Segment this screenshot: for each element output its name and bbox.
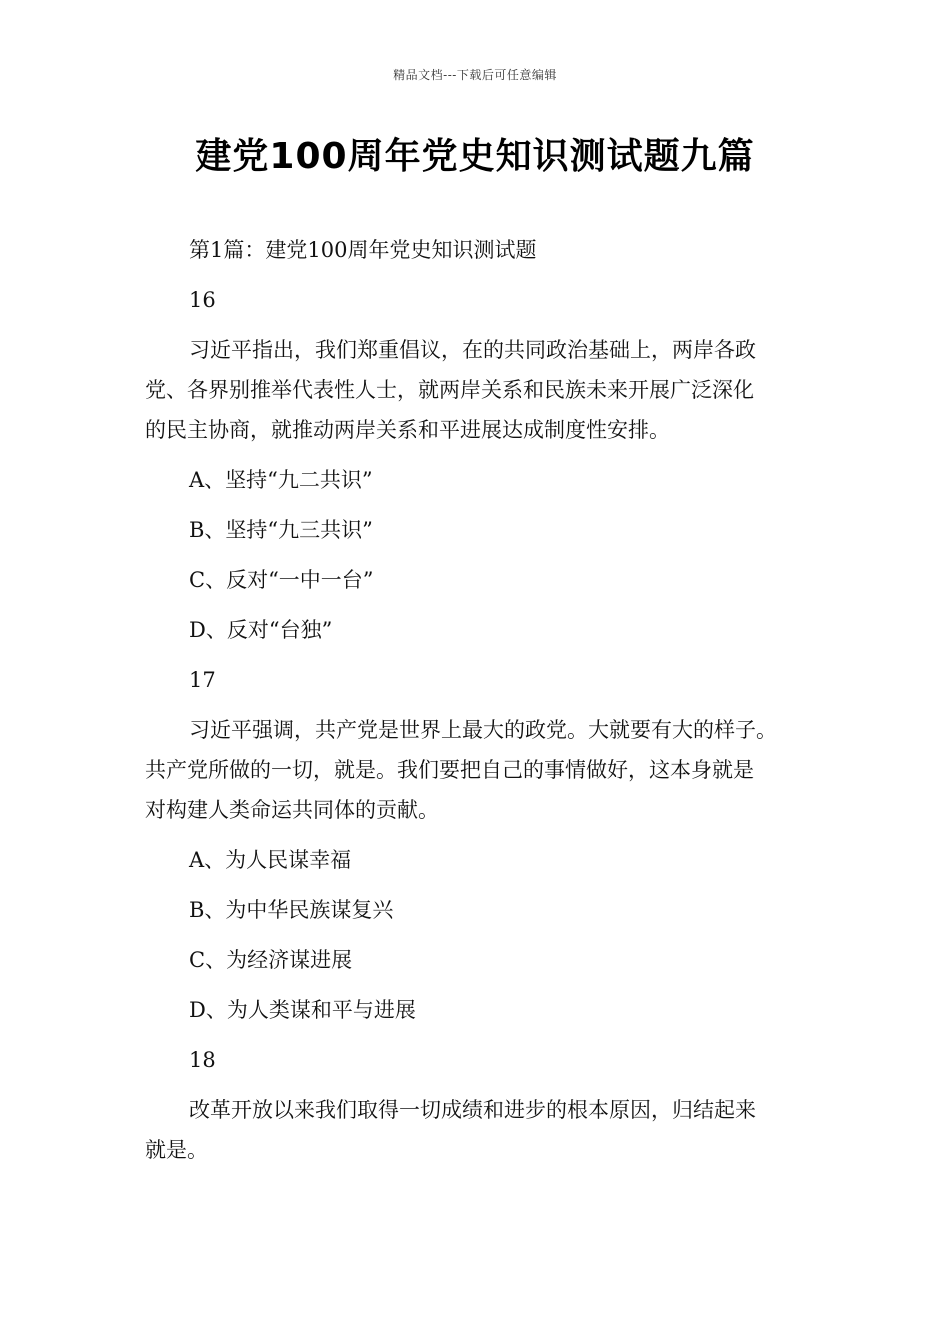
- answer-option: C、为经济谋进展: [189, 948, 353, 972]
- question-stem-line: 的民主协商，就推动两岸关系和平进展达成制度性安排。: [145, 418, 670, 442]
- answer-option: D、为人类谋和平与进展: [189, 998, 416, 1022]
- question-stem-line: 就是。: [145, 1138, 208, 1162]
- question-stem-line: 党、各界别推举代表性人士，就两岸关系和民族未来开展广泛深化: [145, 378, 754, 402]
- document-body: [145, 230, 815, 1170]
- question-stem-line: 改革开放以来我们取得一切成绩和进步的根本原因，归结起来: [189, 1098, 756, 1122]
- question-stem-line: 习近平指出，我们郑重倡议，在的共同政治基础上，两岸各政: [189, 338, 756, 362]
- answer-option: A、坚持“九二共识”: [189, 468, 373, 492]
- document-title: 建党100周年党史知识测试题九篇: [195, 136, 755, 177]
- question-number: 16: [189, 288, 216, 312]
- question-stem-line: 共产党所做的一切，就是。我们要把自己的事情做好，这本身就是: [145, 758, 754, 782]
- answer-option: B、坚持“九三共识”: [189, 518, 373, 542]
- question-number: 17: [189, 668, 216, 692]
- question-stem-line: 习近平强调，共产党是世界上最大的政党。大就要有大的样子。: [189, 718, 777, 742]
- answer-option: C、反对“一中一台”: [189, 568, 374, 592]
- header-note: 精品文档---下载后可任意编辑: [393, 68, 557, 82]
- question-stem-line: 对构建人类命运共同体的贡献。: [145, 798, 439, 822]
- answer-option: A、为人民谋幸福: [189, 848, 352, 872]
- question-number: 18: [189, 1048, 216, 1072]
- answer-option: B、为中华民族谋复兴: [189, 898, 394, 922]
- section-heading: 第1篇：建党100周年党史知识测试题: [189, 238, 537, 262]
- answer-option: D、反对“台独”: [189, 618, 333, 642]
